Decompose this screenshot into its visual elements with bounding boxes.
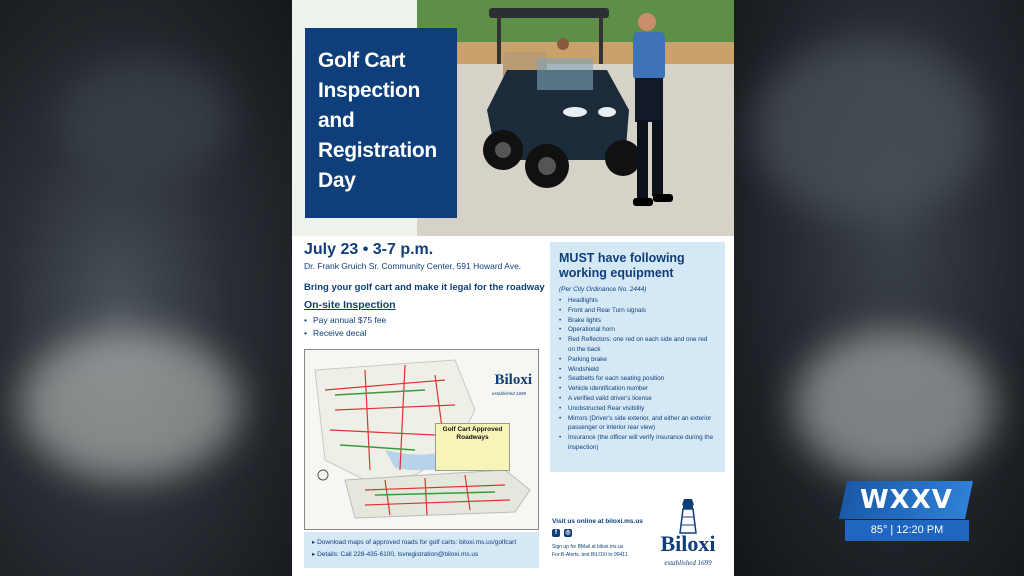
requirements-heading: MUST have following working equipment xyxy=(559,251,685,280)
weather-time-bar: 85° | 12:20 PM xyxy=(845,520,969,541)
biloxi-logo xyxy=(647,495,729,571)
event-tagline: Bring your golf cart and make it legal for the roadway xyxy=(304,282,545,293)
event-flyer xyxy=(292,0,734,576)
list-item: • Operational horn xyxy=(559,325,716,335)
golf-cart-illustration xyxy=(417,0,734,236)
biloxi-established: established 1699 xyxy=(664,559,712,567)
map-legend xyxy=(435,423,510,471)
event-title-box xyxy=(305,28,457,218)
list-item: • Pay annual $75 fee xyxy=(304,314,552,327)
visit-online: Visit us online at biloxi.ms.us xyxy=(552,518,643,525)
event-date-time: July 23 • 3-7 p.m. xyxy=(304,241,434,258)
title-line: Golf Cart xyxy=(318,49,406,72)
list-item: • Vehicle identification number xyxy=(559,384,716,394)
station-bug xyxy=(843,481,969,543)
list-item: • Windshield xyxy=(559,365,716,375)
title-line: Inspection xyxy=(318,79,421,102)
blurred-background-left xyxy=(0,0,292,576)
list-item: • A verified valid driver's license xyxy=(559,394,716,404)
onsite-list xyxy=(304,314,552,340)
temperature: 85° xyxy=(870,524,888,536)
event-details xyxy=(304,240,552,340)
lighthouse-icon xyxy=(647,495,729,535)
list-item: • Front and Rear Turn signals xyxy=(559,306,716,316)
list-item: • Parking brake xyxy=(559,355,716,365)
event-location: Dr. Frank Gruich Sr. Community Center, 591 Howard Ave. xyxy=(304,261,522,271)
list-item: • Headlights xyxy=(559,296,716,306)
title-line: and xyxy=(318,109,355,132)
map-biloxi-logo: Biloxi xyxy=(494,372,532,388)
balerts-signup: For B-Alerts, text BILOXI to 99411 xyxy=(552,552,628,558)
list-item: • Insurance (the officer will verify insurance during the inspection) xyxy=(559,433,716,453)
footer-details: ▸ Details: Call 228-435-6100, lsvregistration@biloxi.ms.us xyxy=(312,551,479,558)
clock-time: 12:20 PM xyxy=(896,524,944,536)
instagram-icon: ◎ xyxy=(565,530,571,536)
list-item: • Red Reflectors: one red on each side and one red on the back xyxy=(559,335,716,355)
title-line: Day xyxy=(318,169,356,192)
bmail-signup: Sign up for BMail at biloxi.ms.us xyxy=(552,544,624,550)
ordinance-note: (Per City Ordinance No. 2444) xyxy=(559,286,647,293)
station-logo: WXXV xyxy=(839,481,973,519)
map-legend-title: Golf Cart Approved Roadways xyxy=(442,426,503,441)
list-item: • Mirrors (Driver's side exterior, and either an exterior passenger or interior rear view) xyxy=(559,414,716,434)
facebook-icon: f xyxy=(552,529,560,537)
map-logo-tagline: established 1699 xyxy=(491,391,526,396)
golf-cart-photo xyxy=(417,0,734,236)
list-item: • Unobstructed Rear visibility xyxy=(559,404,716,414)
requirements-panel xyxy=(550,242,725,472)
footer-download: ▸ Download maps of approved roads for golf carts: biloxi.ms.us/golfcart xyxy=(312,539,517,546)
footer-info-bar xyxy=(304,532,539,568)
equipment-list xyxy=(559,296,716,453)
social-icons xyxy=(552,529,647,537)
onsite-heading: On-site Inspection xyxy=(304,299,396,311)
approved-roads-map xyxy=(304,349,539,530)
list-item: • Seatbelts for each seating position xyxy=(559,374,716,384)
title-line: Registration xyxy=(318,139,437,162)
contact-block xyxy=(552,518,647,559)
biloxi-wordmark: Biloxi xyxy=(660,531,716,556)
list-item: • Receive decal xyxy=(304,327,552,340)
list-item: • Brake lights xyxy=(559,316,716,326)
